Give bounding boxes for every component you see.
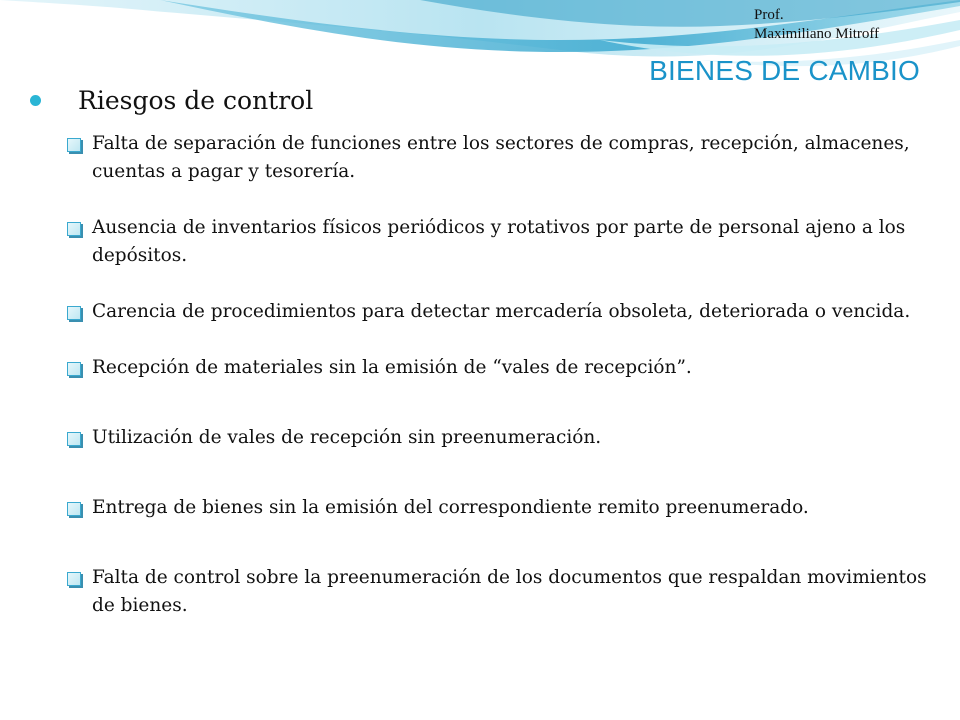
list-item [64,214,944,270]
list-item [64,354,944,382]
list-item [64,424,944,452]
deck-title: BIENES DE CAMBIO [649,55,920,86]
list-item-text: Utilización de vales de recepción sin preenumeración. [92,427,602,448]
slide-heading: Riesgos de control [78,86,314,115]
list-item [64,130,944,186]
list-item-text: Ausencia de inventarios físicos periódicos y rotativos por parte de personal ajeno a los depósitos. [92,217,906,266]
checkbox-bullet-icon [67,502,81,516]
list-item [64,298,944,326]
list-item [64,564,944,620]
list-item-text: Recepción de materiales sin la emisión de “vales de recepción”. [92,357,692,378]
list-item-text: Carencia de procedimientos para detectar mercadería obsoleta, deteriorada o vencida. [92,301,911,322]
checkbox-bullet-icon [67,362,81,376]
risk-list [64,130,944,620]
list-item-text: Falta de control sobre la preenumeración de los documentos que respaldan movimientos de bienes. [92,567,927,616]
round-bullet-icon [30,95,41,106]
list-item [64,494,944,522]
author-label [754,6,879,44]
list-item-text: Falta de separación de funciones entre los sectores de compras, recepción, almacenes, cuentas a pagar y tesorería. [92,133,910,182]
checkbox-bullet-icon [67,138,81,152]
author-line-1: Prof. [754,7,784,23]
checkbox-bullet-icon [67,222,81,236]
author-line-2: Maximiliano Mitroff [754,26,880,42]
list-item-text: Entrega de bienes sin la emisión del correspondiente remito preenumerado. [92,497,809,518]
heading-row [30,86,313,115]
checkbox-bullet-icon [67,572,81,586]
checkbox-bullet-icon [67,432,81,446]
checkbox-bullet-icon [67,306,81,320]
